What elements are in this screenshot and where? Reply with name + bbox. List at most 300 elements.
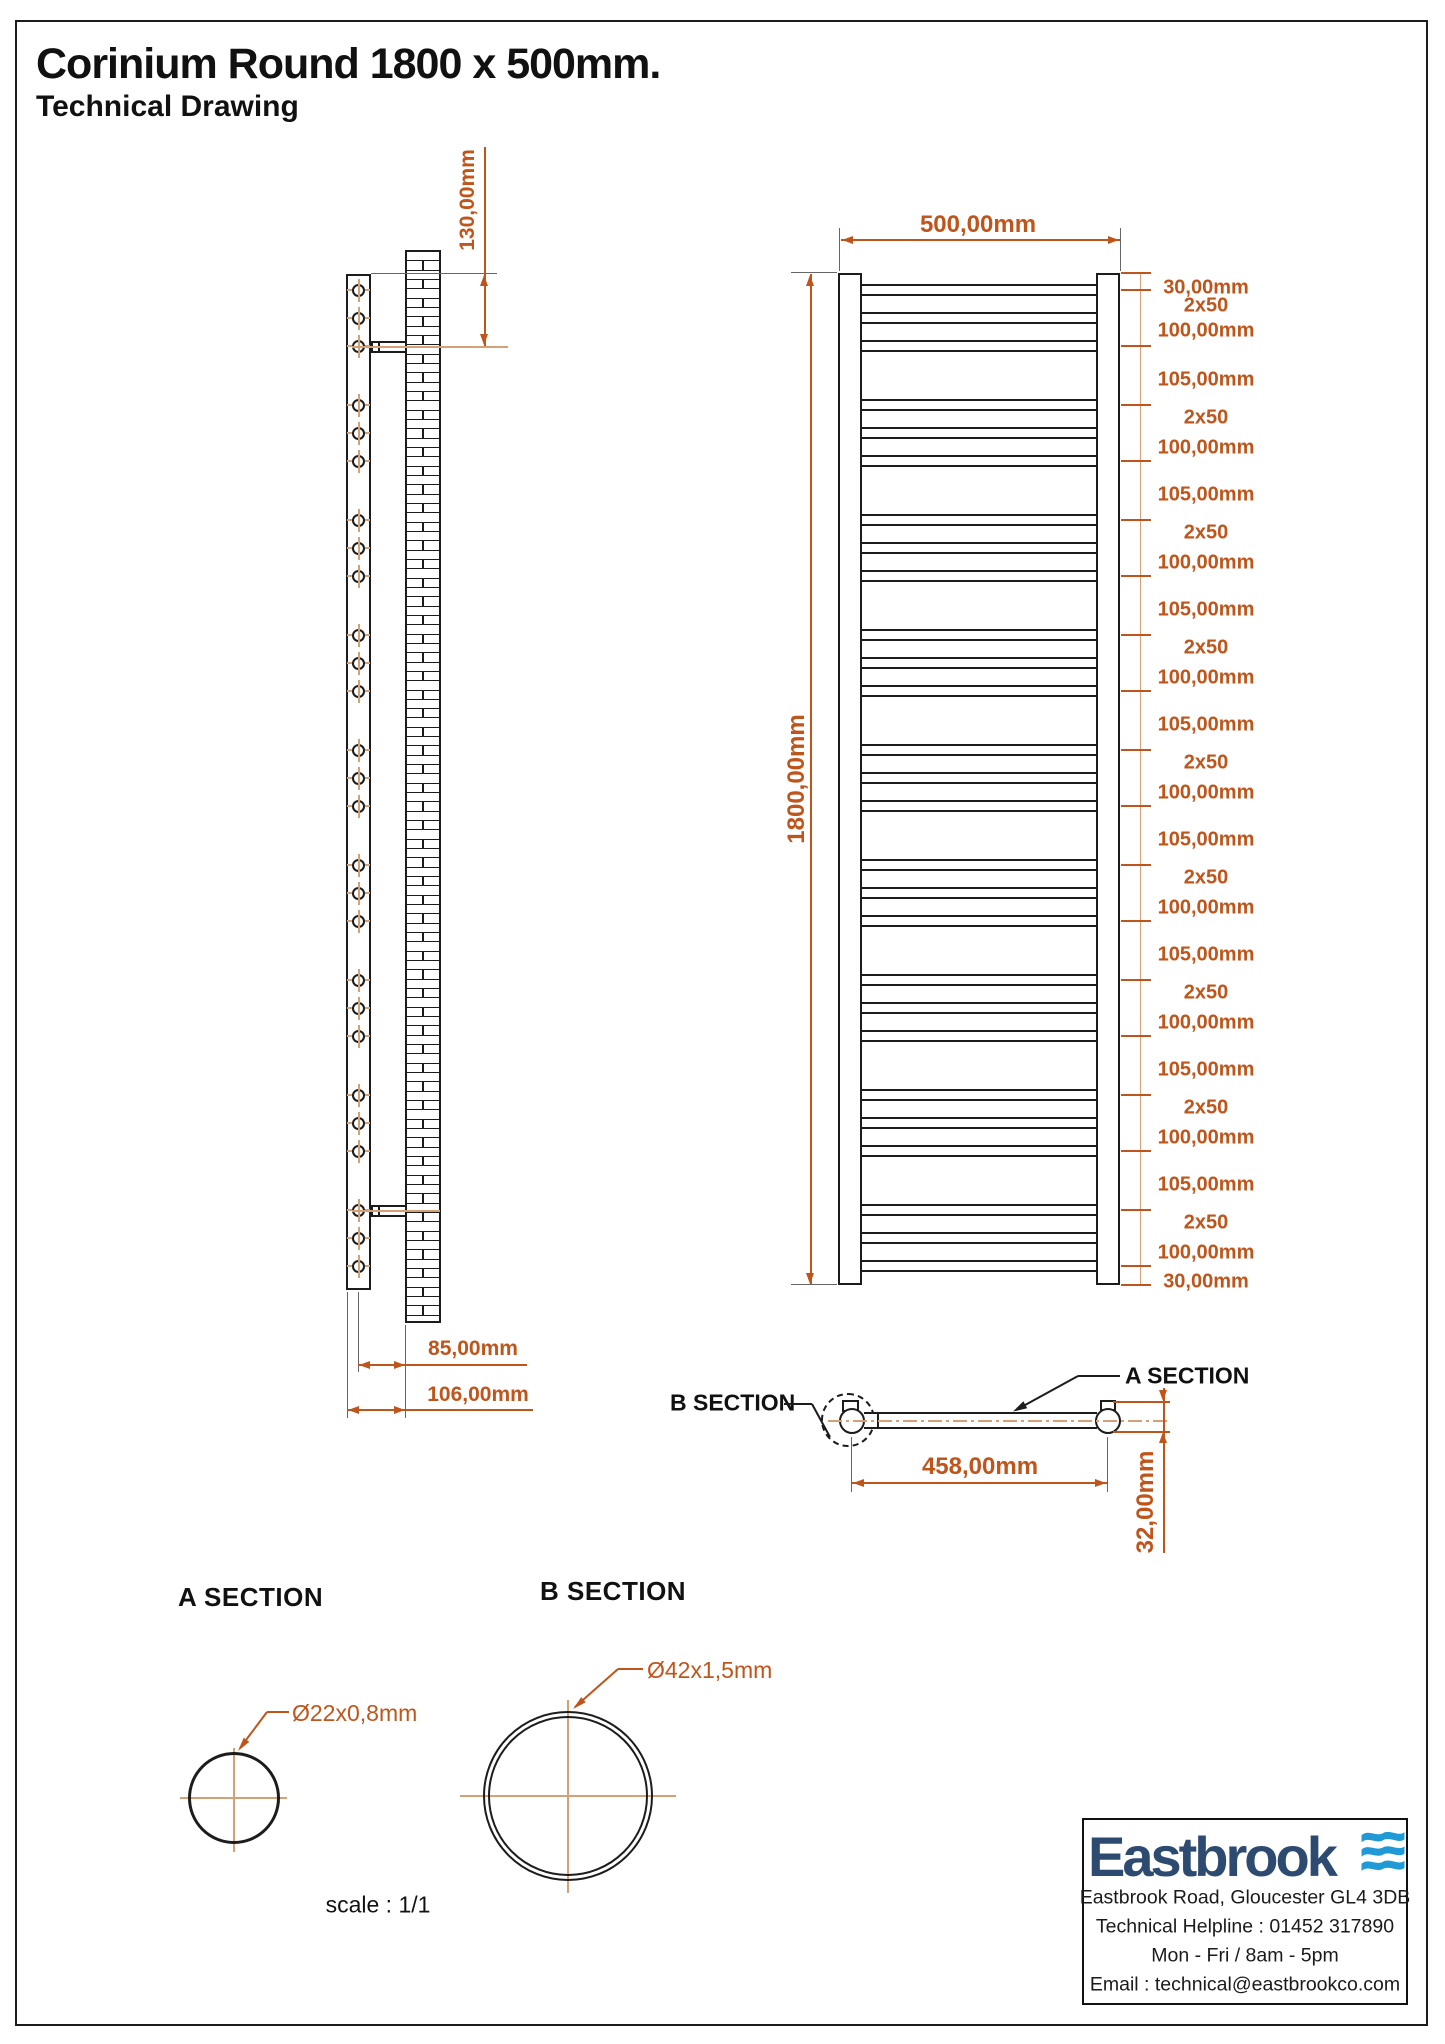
brick-course [407, 1269, 439, 1278]
brick-course [407, 355, 439, 364]
radiator-rung [860, 1145, 1098, 1158]
brick-course [407, 1297, 439, 1306]
brick-joint [422, 560, 424, 568]
rung-crosshair-v [358, 279, 360, 302]
brick-course [407, 1250, 439, 1259]
brick-course [407, 327, 439, 336]
radiator-rung [860, 284, 1098, 297]
brick-course [407, 961, 439, 970]
rung-crosshair-v [358, 1255, 360, 1278]
brick-joint [422, 1120, 424, 1128]
ext-line-wall-face [405, 1325, 406, 1418]
chain-dim-label: 30,00mm [1163, 1270, 1249, 1293]
chain-dim-label: 2x50 [1183, 294, 1229, 317]
chain-dim-label: 100,00mm [1157, 551, 1255, 574]
brick-joint [422, 579, 424, 587]
arrow-down-1800 [806, 1273, 814, 1284]
brick-course [407, 504, 439, 513]
brick-course [407, 299, 439, 308]
radiator-rung [860, 744, 1098, 757]
arrow-up-130 [480, 275, 488, 286]
chain-tick [1121, 345, 1151, 347]
ext-line-458-left [851, 1437, 852, 1492]
brick-course [407, 261, 439, 270]
brick-joint [422, 1082, 424, 1090]
radiator-rung [860, 542, 1098, 555]
arrow-left-106 [348, 1406, 359, 1414]
arrow-left-500 [842, 236, 853, 244]
brick-joint [422, 1045, 424, 1053]
front-right-tube [1096, 273, 1120, 1285]
brick-joint [422, 523, 424, 531]
rung-crosshair-v [358, 565, 360, 588]
brick-course [407, 1306, 439, 1315]
brick-course [407, 252, 439, 261]
dim-text-458: 458,00mm [921, 1453, 1039, 1480]
brick-course [407, 551, 439, 560]
brick-course [407, 1185, 439, 1194]
brick-course [407, 998, 439, 1007]
brick-joint [422, 728, 424, 736]
brick-course [407, 1213, 439, 1222]
brick-course [407, 513, 439, 522]
brick-course [407, 989, 439, 998]
brick-course [407, 663, 439, 672]
brick-course [407, 774, 439, 783]
chain-tick [1121, 404, 1151, 406]
brick-joint [422, 1157, 424, 1165]
page-subtitle: Technical Drawing [36, 90, 299, 123]
brick-joint [422, 746, 424, 754]
brick-course [407, 560, 439, 569]
brick-course [407, 411, 439, 420]
radiator-rung [860, 1117, 1098, 1130]
rung-crosshair-v [358, 1025, 360, 1048]
brick-course [407, 439, 439, 448]
brick-joint [422, 933, 424, 941]
a-diameter-leader [230, 1700, 295, 1760]
rung-crosshair-v [358, 394, 360, 417]
brick-course [407, 1278, 439, 1287]
brick-joint [422, 765, 424, 773]
brick-joint [422, 448, 424, 456]
chain-tick [1121, 460, 1151, 462]
ext-line-500-left [839, 228, 840, 271]
section-b-title: B SECTION [540, 1576, 687, 1606]
b-section-leader [780, 1395, 840, 1445]
brick-joint [422, 1250, 424, 1258]
ext-line-500-right [1120, 228, 1121, 271]
rung-crosshair-v [358, 509, 360, 532]
brick-joint [422, 709, 424, 717]
eastbrook-waves-icon [1360, 1829, 1406, 1874]
chain-dim-label: 105,00mm [1157, 943, 1255, 966]
brick-joint [422, 784, 424, 792]
b-section-circle-inner [488, 1716, 648, 1876]
brick-course [407, 924, 439, 933]
radiator-rung [860, 629, 1098, 642]
chain-dim-label: 100,00mm [1157, 1126, 1255, 1149]
ext-tick-32-top [1113, 1401, 1170, 1403]
radiator-rung [860, 974, 1098, 987]
chain-tick [1121, 1035, 1151, 1037]
radiator-rung [860, 455, 1098, 468]
rung-crosshair-v [358, 854, 360, 877]
plan-callout-a: A SECTION [1125, 1362, 1250, 1389]
radiator-rung [860, 570, 1098, 583]
brick-course [407, 569, 439, 578]
chain-dim-label: 100,00mm [1157, 781, 1255, 804]
rung-crosshair-v [358, 1227, 360, 1250]
brick-joint [422, 1269, 424, 1277]
chain-dim-label: 100,00mm [1157, 436, 1255, 459]
dim-text-106: 106,00mm [427, 1383, 529, 1406]
chain-tick [1121, 1209, 1151, 1211]
dim-text-1800: 1800,00mm [783, 714, 810, 844]
brick-course [407, 485, 439, 494]
arrow-right-106 [394, 1406, 405, 1414]
brick-course [407, 317, 439, 326]
brick-joint [422, 1213, 424, 1221]
section-a-title: A SECTION [178, 1582, 324, 1612]
chain-tick [1121, 575, 1151, 577]
radiator-rung [860, 312, 1098, 325]
brick-course [407, 691, 439, 700]
brick-course [407, 467, 439, 476]
chain-tick [1121, 864, 1151, 866]
chain-dim-label: 105,00mm [1157, 1173, 1255, 1196]
brick-course [407, 1101, 439, 1110]
brick-course [407, 700, 439, 709]
chain-dim-label: 105,00mm [1157, 598, 1255, 621]
brick-course [407, 1222, 439, 1231]
brick-course [407, 616, 439, 625]
chain-dim-label: 2x50 [1183, 751, 1229, 774]
brick-course [407, 746, 439, 755]
dim-line-458 [852, 1482, 1107, 1484]
brick-joint [422, 392, 424, 400]
brick-course [407, 635, 439, 644]
brick-course [407, 1148, 439, 1157]
chain-tick [1121, 749, 1151, 751]
radiator-rung [860, 340, 1098, 353]
brick-course [407, 765, 439, 774]
brick-joint [422, 1026, 424, 1034]
rung-crosshair-v [358, 1140, 360, 1163]
chain-line [1140, 273, 1141, 1285]
b-diameter-label: Ø42x1,5mm [647, 1657, 773, 1683]
ext-line-tube-top [371, 273, 497, 274]
radiator-rung [860, 1002, 1098, 1015]
brick-joint [422, 597, 424, 605]
radiator-rung [860, 887, 1098, 900]
brick-joint [422, 672, 424, 680]
chain-tick [1121, 690, 1151, 692]
rung-crosshair-v [358, 767, 360, 790]
brick-course [407, 373, 439, 382]
chain-dim-label: 105,00mm [1157, 483, 1255, 506]
brick-joint [422, 336, 424, 344]
brick-course [407, 728, 439, 737]
radiator-rung [860, 1232, 1098, 1245]
brick-course [407, 588, 439, 597]
radiator-rung [860, 399, 1098, 412]
a-diameter-label: Ø22x0,8mm [292, 1700, 418, 1726]
brick-joint [422, 821, 424, 829]
brick-course [407, 644, 439, 653]
brick-course [407, 840, 439, 849]
brick-course [407, 681, 439, 690]
ext-line-tube-face [347, 1292, 348, 1418]
arrow-down-130 [480, 334, 488, 345]
brick-course [407, 877, 439, 886]
arrow-left-85 [359, 1361, 370, 1369]
brick-course [407, 420, 439, 429]
brick-course [407, 1110, 439, 1119]
b-diameter-leader [565, 1660, 650, 1715]
bracket-bottom-centerline [352, 1210, 440, 1212]
brick-course [407, 1036, 439, 1045]
front-left-tube [838, 273, 862, 1285]
chain-dim-label: 30,00mm [1163, 276, 1249, 299]
brick-course [407, 457, 439, 466]
brick-course [407, 1138, 439, 1147]
brick-joint [422, 299, 424, 307]
rung-crosshair-v [358, 997, 360, 1020]
arrow-right-500 [1108, 236, 1119, 244]
rung-crosshair-v [358, 422, 360, 445]
brick-course [407, 802, 439, 811]
brick-joint [422, 1101, 424, 1109]
ext-line-458-right [1107, 1437, 1108, 1492]
radiator-rung [860, 514, 1098, 527]
chain-tick [1121, 289, 1151, 291]
brick-joint [422, 1288, 424, 1296]
chain-dim-label: 2x50 [1183, 1211, 1229, 1234]
brick-course [407, 1120, 439, 1129]
brick-joint [422, 504, 424, 512]
brick-joint [422, 280, 424, 288]
arrow-left-458 [853, 1479, 864, 1487]
brick-joint [422, 616, 424, 624]
chain-tick [1121, 1284, 1151, 1286]
brick-joint [422, 877, 424, 885]
chain-dim-label: 2x50 [1183, 981, 1229, 1004]
chain-tick [1121, 1265, 1151, 1267]
footer-helpline: Technical Helpline : 01452 317890 [1095, 1915, 1395, 1938]
chain-dim-label: 100,00mm [1157, 319, 1255, 342]
brick-course [407, 980, 439, 989]
page-title: Corinium Round 1800 x 500mm. [36, 40, 661, 88]
radiator-rung [860, 427, 1098, 440]
brick-course [407, 1092, 439, 1101]
brick-course [407, 523, 439, 532]
chain-dim-label: 2x50 [1183, 1096, 1229, 1119]
brick-course [407, 1017, 439, 1026]
brick-course [407, 448, 439, 457]
brick-course [407, 756, 439, 765]
brick-course [407, 1008, 439, 1017]
brick-course [407, 952, 439, 961]
rung-crosshair-v [358, 624, 360, 647]
chain-dim-label: 100,00mm [1157, 666, 1255, 689]
brick-course [407, 653, 439, 662]
brick-joint [422, 635, 424, 643]
chain-dim-label: 105,00mm [1157, 368, 1255, 391]
footer-hours: Mon - Fri / 8am - 5pm [1151, 1944, 1339, 1967]
radiator-rung [860, 685, 1098, 698]
brick-joint [422, 1064, 424, 1072]
rung-crosshair-v [358, 307, 360, 330]
chain-tick [1121, 634, 1151, 636]
rung-crosshair-v [358, 652, 360, 675]
brick-course [407, 1166, 439, 1175]
radiator-rung [860, 772, 1098, 785]
brick-joint [422, 840, 424, 848]
brick-joint [422, 355, 424, 363]
eastbrook-logo-text: Eastbrook [1088, 1825, 1335, 1888]
chain-tick [1121, 519, 1151, 521]
brick-course [407, 1176, 439, 1185]
rung-crosshair-v [358, 1084, 360, 1107]
rung-crosshair-v [358, 795, 360, 818]
brick-course [407, 849, 439, 858]
brick-course [407, 858, 439, 867]
chain-tick [1121, 272, 1151, 274]
brick-course [407, 1073, 439, 1082]
arrow-right-85 [394, 1361, 405, 1369]
chain-dim-label: 100,00mm [1157, 896, 1255, 919]
brick-course [407, 933, 439, 942]
brick-course [407, 607, 439, 616]
brick-course [407, 392, 439, 401]
dim-line-130 [484, 147, 486, 346]
radiator-rung [860, 859, 1098, 872]
brick-course [407, 896, 439, 905]
radiator-rung [860, 1030, 1098, 1043]
chain-dim-label: 105,00mm [1157, 713, 1255, 736]
brick-course [407, 308, 439, 317]
brick-course [407, 812, 439, 821]
brick-joint [422, 1194, 424, 1202]
radiator-rung [860, 1089, 1098, 1102]
brick-course [407, 541, 439, 550]
brick-course [407, 1316, 439, 1323]
brick-joint [422, 485, 424, 493]
brick-course [407, 672, 439, 681]
radiator-rung [860, 800, 1098, 813]
brick-course [407, 719, 439, 728]
rung-crosshair-v [358, 969, 360, 992]
brick-course [407, 737, 439, 746]
brick-course [407, 1260, 439, 1269]
brick-joint [422, 858, 424, 866]
brick-course [407, 1288, 439, 1297]
radiator-rung [860, 915, 1098, 928]
rung-crosshair-v [358, 739, 360, 762]
chain-tick [1121, 979, 1151, 981]
rung-crosshair-v [358, 680, 360, 703]
rung-crosshair-v [358, 910, 360, 933]
dim-line-85 [358, 1364, 527, 1366]
footer-email: Email : technical@eastbrookco.com [1089, 1973, 1401, 1996]
dim-text-32: 32,00mm [1132, 1450, 1159, 1554]
brick-course [407, 383, 439, 392]
brick-course [407, 886, 439, 895]
rung-crosshair-v [358, 537, 360, 560]
chain-tick [1121, 805, 1151, 807]
chain-tick [1121, 1094, 1151, 1096]
chain-dim-label: 105,00mm [1157, 828, 1255, 851]
dim-text-130: 130,00mm [456, 149, 479, 251]
brick-course [407, 1064, 439, 1073]
dim-text-500: 500,00mm [919, 211, 1037, 238]
brick-course [407, 401, 439, 410]
brick-joint [422, 411, 424, 419]
brick-joint [422, 1138, 424, 1146]
arrow-up-1800 [806, 275, 814, 286]
dim-text-85: 85,00mm [428, 1337, 518, 1360]
brick-course [407, 579, 439, 588]
brick-joint [422, 896, 424, 904]
brick-course [407, 793, 439, 802]
brick-joint [422, 802, 424, 810]
a-section-circle [188, 1752, 280, 1844]
brick-course [407, 970, 439, 979]
brick-course [407, 1054, 439, 1063]
bracket-top-centerline [352, 346, 508, 348]
brick-course [407, 280, 439, 289]
chain-dim-label: 2x50 [1183, 866, 1229, 889]
brick-course [407, 336, 439, 345]
footer-address: Eastbrook Road, Gloucester GL4 3DB [1079, 1886, 1411, 1909]
brick-course [407, 1194, 439, 1203]
brick-joint [422, 1008, 424, 1016]
brick-course [407, 289, 439, 298]
brick-joint [422, 317, 424, 325]
brick-course [407, 625, 439, 634]
radiator-rung [860, 657, 1098, 670]
brick-course [407, 1204, 439, 1213]
chain-tick [1121, 1150, 1151, 1152]
brick-course [407, 784, 439, 793]
chain-dim-label: 2x50 [1183, 636, 1229, 659]
brick-joint [422, 1176, 424, 1184]
brick-course [407, 597, 439, 606]
brick-course [407, 821, 439, 830]
chain-dim-label: 100,00mm [1157, 1011, 1255, 1034]
brick-joint [422, 541, 424, 549]
brick-joint [422, 1306, 424, 1314]
a-section-leader [1000, 1365, 1130, 1420]
brick-course [407, 364, 439, 373]
brick-course [407, 914, 439, 923]
rung-crosshair-v [358, 450, 360, 473]
brick-joint [422, 970, 424, 978]
chain-dim-label: 100,00mm [1157, 1241, 1255, 1264]
brick-joint [422, 373, 424, 381]
brick-joint [422, 914, 424, 922]
brick-course [407, 1232, 439, 1241]
brick-course [407, 1157, 439, 1166]
brick-course [407, 1026, 439, 1035]
brick-joint [422, 261, 424, 269]
brick-joint [422, 1232, 424, 1240]
rung-crosshair-v [358, 882, 360, 905]
brick-course [407, 532, 439, 541]
ext-line-tube-centre [358, 1292, 359, 1372]
brick-joint [422, 429, 424, 437]
